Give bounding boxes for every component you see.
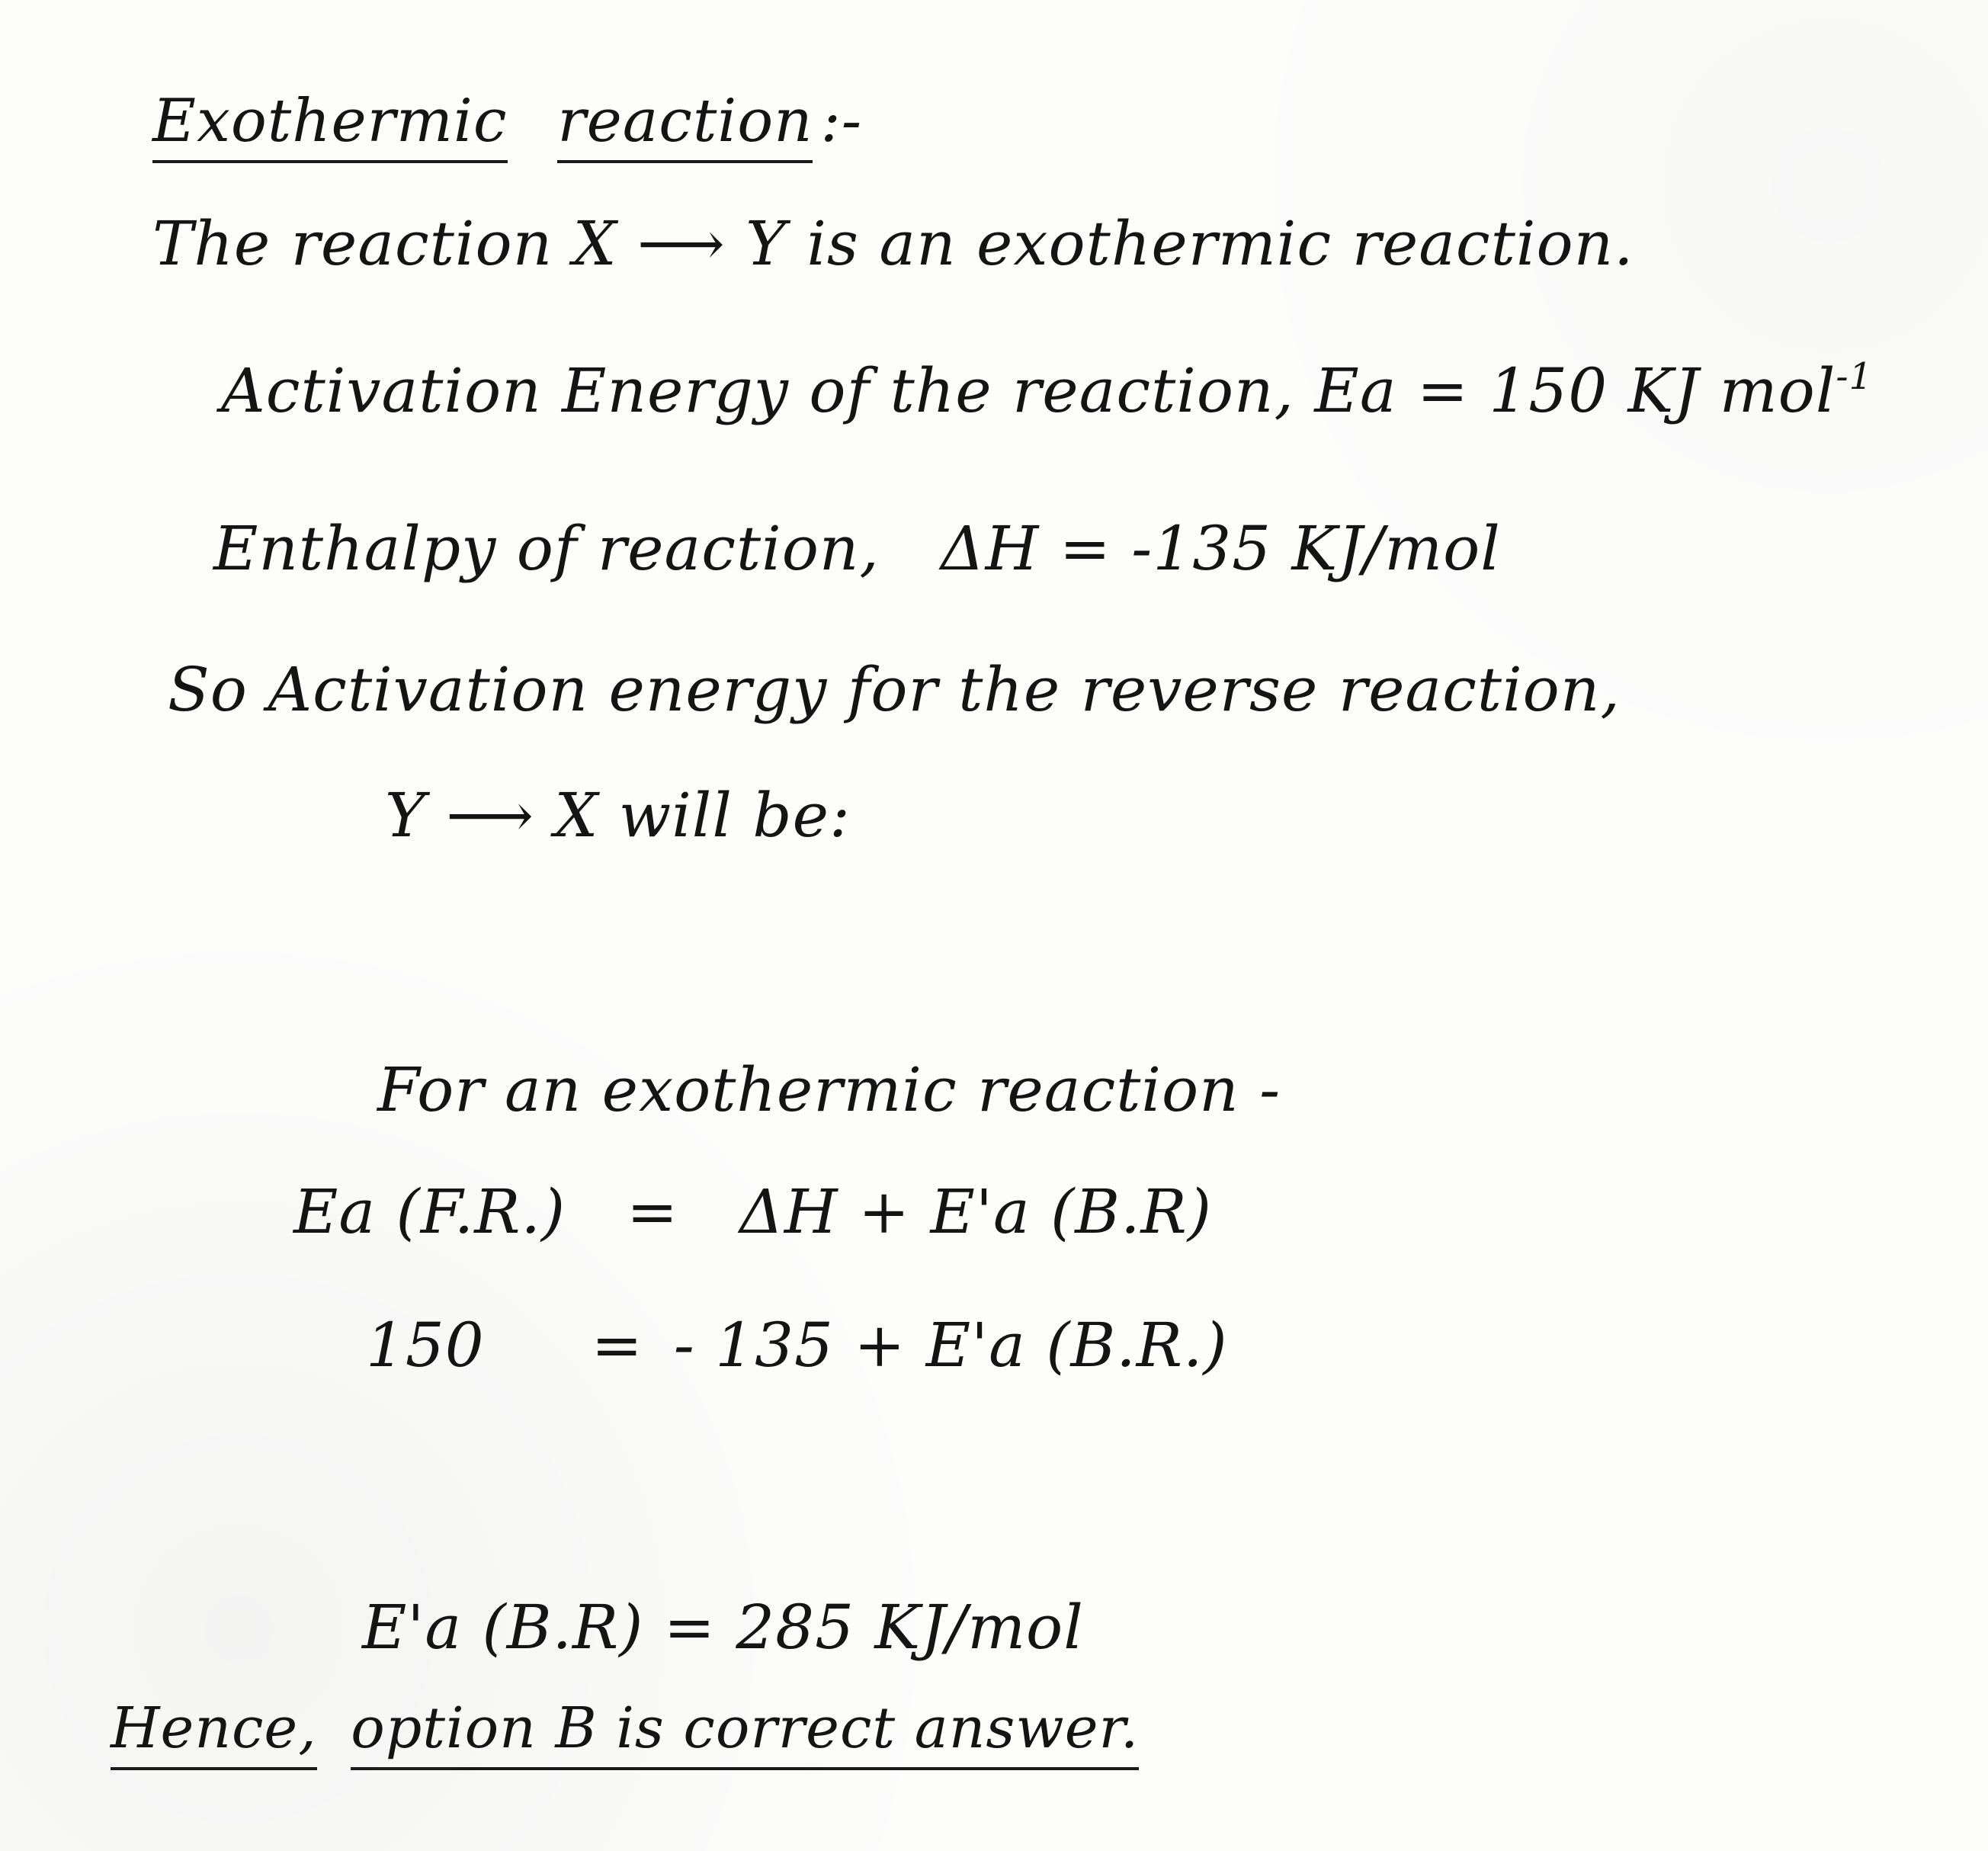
conclusion-prefix: Hence, (111, 1695, 317, 1770)
enthalpy-line (213, 513, 1501, 584)
equation-2-lhs: 150 (366, 1310, 485, 1381)
reverse-activation-line: So Activation energy for the reverse reaction, (168, 654, 1621, 725)
derivation-title: For an exothermic reaction - (377, 1054, 1281, 1125)
conclusion-answer: option B is correct answer. (351, 1695, 1139, 1770)
activation-energy-text: Activation Energy of the reaction, Ea = 150 KJ mol (221, 355, 1836, 426)
equation-1 (293, 1176, 1212, 1247)
equation-1-rhs: ΔH + E'a (B.R) (739, 1176, 1212, 1247)
equation-2 (366, 1310, 1228, 1381)
equation-2-equals: = (591, 1310, 643, 1381)
activation-energy-line (221, 355, 1874, 426)
enthalpy-value: ΔH = -135 KJ/mol (940, 513, 1501, 584)
equation-1-equals: = (627, 1176, 679, 1247)
enthalpy-label: Enthalpy of reaction, (213, 513, 880, 584)
conclusion-line (111, 1695, 1140, 1761)
heading-word-reaction: reaction (557, 87, 813, 163)
heading-word-exothermic: Exothermic (152, 87, 508, 163)
equation-2-rhs: - 135 + E'a (B.R.) (673, 1310, 1228, 1381)
heading-suffix: :- (820, 87, 863, 156)
intro-line: The reaction X ⟶ Y is an exothermic reaction. (152, 208, 1634, 279)
equation-1-lhs: Ea (F.R.) (293, 1176, 566, 1247)
activation-energy-exponent: -1 (1836, 355, 1874, 398)
section-heading (152, 87, 863, 156)
result-line: E'a (B.R) = 285 KJ/mol (362, 1592, 1084, 1663)
reverse-reaction-line: Y ⟶ X will be: (385, 780, 851, 851)
